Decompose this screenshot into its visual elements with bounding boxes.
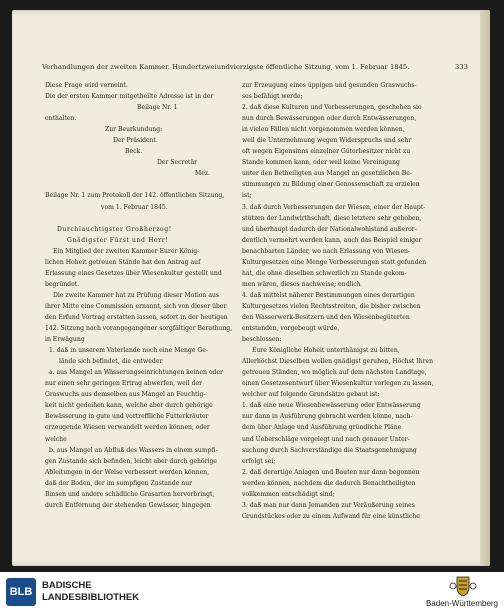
right-column-line: 3. daß man nur dann Jemanden zur Veräußerung seines bbox=[242, 501, 415, 509]
right-column-line: zur Erzeugung eines üppigen und gesunden Graswuchs- bbox=[242, 82, 417, 89]
state-label: Baden-Württemberg bbox=[425, 599, 498, 608]
library-footer bbox=[0, 572, 504, 612]
left-column-line: daß der Boden, der im sumpfigen Zustande nur bbox=[45, 479, 193, 487]
right-column-line: ist; bbox=[242, 192, 252, 200]
blb-logo: BLB bbox=[6, 578, 36, 606]
left-column-line: lichen Hoheit getreuen Stände hat den Antrag auf bbox=[45, 258, 201, 266]
right-column-line: 2. daß diese Kulturen und Verbesserungen, geschehen sie bbox=[242, 104, 422, 112]
left-column-line: Binsen und andere schädliche Grasarten hervorbringt, bbox=[45, 490, 215, 498]
right-column-line: oft wegen Eigensinns einzelner Güterbesitzer nicht zu bbox=[242, 148, 411, 156]
left-column-line: in Erwägung bbox=[45, 336, 85, 344]
right-column-line: werden können, nachdem die dadurch Benachtheiligten bbox=[242, 479, 416, 487]
header-title: Verhandlungen der zweiten Kammer. Hundertzweiundvierzigste öffentliche Sitzung, vom 1. Februar 1845. bbox=[42, 63, 410, 71]
left-column-line: welche bbox=[45, 435, 67, 443]
right-column-line: benachbarten Länder, wo nach Erlassung von Wiesen- bbox=[242, 247, 410, 255]
right-column-line: unter den Betheiligten aus Mangel an gesetzlichen Be- bbox=[242, 170, 412, 178]
left-column-line: b. aus Mangel an Abfluß des Wassers in einem sumpfi- bbox=[49, 446, 218, 454]
left-column-line: Die der ersten Kammer mitgetheilte Adresse ist in der bbox=[45, 93, 214, 101]
left-column-line: 1. daß in unserem Vaterlande noch eine Menge Ge- bbox=[49, 347, 208, 355]
right-column-line: Eure Königliche Hoheit unterthänigst zu bitten, bbox=[252, 347, 400, 355]
left-column-line bbox=[45, 213, 233, 224]
left-column-line: Der Secretär bbox=[157, 159, 198, 167]
right-column-line: men wären, dieses nachweise; endlich bbox=[242, 280, 361, 288]
left-column-line: Durchlauchtigster Großherzog! bbox=[57, 225, 172, 233]
right-column-line: weil die Unternehmung wegen Widerspruchs und sehr bbox=[242, 137, 412, 145]
left-column-line: enthalten. bbox=[45, 115, 77, 123]
right-column-line: stützen der Landwirthschaft, diese letztere sehr gehoben, bbox=[242, 214, 422, 222]
left-column-line: erzeugende Wiesen verwandelt werden können, oder bbox=[45, 424, 210, 432]
left-column-line: vom 1. Februar 1845. bbox=[101, 203, 168, 211]
running-header bbox=[42, 63, 468, 71]
left-column-line: Mez. bbox=[195, 170, 210, 178]
right-column-line: welcher auf folgende Grundsätze gebaut ist: bbox=[242, 391, 380, 399]
right-column-line: erfolgt sei; bbox=[242, 457, 276, 465]
right-column-line: dentlich vermehrt werden kann, auch das Beispiel einiger bbox=[242, 236, 422, 244]
left-column-line: keit nicht gedeihen kann, welche aber durch gehörige bbox=[45, 402, 213, 410]
right-column-line: Stande kommen kann, oder weil keine Vereinigung bbox=[242, 159, 400, 167]
page-number: 333 bbox=[455, 63, 468, 71]
left-column bbox=[45, 80, 233, 511]
left-column-line: den Erfund Vortrag erstatten lassen, sofort in der heutigen bbox=[45, 313, 228, 321]
right-column-line: stimmungen zu Bildung einer Genossenschaft zu erzielen bbox=[242, 181, 420, 189]
left-column-line: Graswuchs aus demselben aus Mangel an Feuchtig- bbox=[45, 391, 206, 399]
left-column-line bbox=[45, 179, 233, 190]
right-column-line: den Wasserwerk-Besitzern und den Wiesenbegüterten bbox=[242, 313, 410, 321]
left-column-line: ihrer Mitte eine Commission ernannt, sich von dieser über bbox=[45, 302, 227, 310]
left-column-line: Erlassung eines Gesetzes über Wiesenkultur gestellt und bbox=[45, 269, 222, 277]
left-column-line: Diese Frage wird verneint. bbox=[45, 82, 128, 89]
left-column-line: durch Entfernung der stehenden Gewässer, hingegen bbox=[45, 501, 211, 509]
right-column-line: Grundstückes oder zu einem Aufwand für eine künstliche bbox=[242, 512, 420, 520]
right-column-line: Allerhöchst Dieselben wollen gnädigst geruhen, Höchst Ihren bbox=[242, 358, 434, 366]
left-column-line: Beilage Nr. 1 zum Protokoll der 142. öffentlichen Sitzung, bbox=[45, 192, 225, 200]
right-column-line: getreuen Ständen, wo möglich auf dem nächsten Landtage, bbox=[242, 369, 427, 377]
library-name-line2: LANDESBIBLIOTHEK bbox=[42, 592, 140, 603]
library-name bbox=[42, 580, 139, 604]
left-column-line: Zur Beurkundung: bbox=[105, 126, 163, 134]
right-column-line: und überhaupt dadurch der Nationalwohlstand außeror- bbox=[242, 225, 417, 233]
right-column-line: vollkommen entschädigt sind; bbox=[242, 490, 335, 498]
right-column-line: und Ueberschläge vorgelegt und nach genauer Unter- bbox=[242, 435, 410, 443]
right-column-line: nun durch Bewässerungen oder durch Entwässerungen, bbox=[242, 115, 417, 123]
right-column-line: 4. daß mittelst näherer Bestimmungen eines derartigen bbox=[242, 291, 415, 299]
left-column-line: Gnädigster Fürst und Herr! bbox=[67, 236, 169, 244]
right-column-line: Kulturgesetzen eine Menge Verbesserungen statt gefunden bbox=[242, 258, 427, 266]
library-name-line1: BADISCHE bbox=[42, 580, 92, 591]
left-column-line: Die zweite Kammer hat zu Prüfung dieser Motion aus bbox=[53, 291, 220, 299]
right-column bbox=[242, 80, 446, 522]
left-column-line: 142. Sitzung nach vorangegangener sorgfältiger Berathung, bbox=[45, 325, 233, 333]
right-column-line: nur dann in Ausführung gebracht werden könne, nach- bbox=[242, 413, 413, 421]
left-column-line: Bewässerung in gute und vortreffliche Futterkräuter bbox=[45, 413, 209, 421]
left-column-line: Ein Mitglied der zweiten Kammer Eurer König- bbox=[53, 247, 200, 255]
right-column-line: ses befähigt werde; bbox=[242, 93, 303, 101]
document-page bbox=[12, 10, 490, 566]
left-column-line: Beilage Nr. 1 bbox=[137, 104, 178, 112]
right-column-line: suchung durch Sachverständige die Staatsgenehmigung bbox=[242, 446, 417, 454]
left-column-line: begründet. bbox=[45, 280, 80, 288]
page-spine-shadow bbox=[480, 10, 490, 566]
right-column-line: in vielen Fällen nicht vorgenommen werden können, bbox=[242, 126, 405, 134]
right-column-line: 2. daß derartige Anlagen und Bauten nur dann begonnen bbox=[242, 468, 420, 476]
right-column-line: 1. daß eine neue Wiesenbewässerung oder Entwässerung bbox=[242, 402, 421, 410]
left-column-line: gen Zustande sich befinden, leicht aber durch gehörige bbox=[45, 457, 217, 465]
right-column-line: beschlossen: bbox=[242, 336, 282, 344]
right-column-line: dem über Anlage und Ausführung gründliche Pläne bbox=[242, 424, 402, 432]
left-column-line: Ableitungen in der Weise verbessert werden können, bbox=[45, 468, 210, 476]
left-column-line: Beck. bbox=[125, 148, 143, 156]
left-column-line: a. aus Mangel an Wässerungseinrichtungen keinen oder bbox=[49, 369, 223, 377]
right-column-line: Kulturgesetzes vielen Rechtsstreiten, die bisher zwischen bbox=[242, 302, 421, 310]
right-column-line: entstanden, vorgebeugt würde, bbox=[242, 325, 340, 333]
right-column-line: hat, die ohne dieselben schwerlich zu Stande gekom- bbox=[242, 269, 407, 277]
left-column-line: nur einen sehr geringen Ertrag abwerfen, weil der bbox=[45, 380, 203, 388]
right-column-line: einen Gesetzesentwurf über Wiesenkultur vorlegen zu lassen, bbox=[242, 380, 434, 388]
baden-wuerttemberg-seal-icon bbox=[448, 574, 478, 598]
left-column-line: Der Präsident. bbox=[113, 137, 158, 145]
right-column-line: 3. daß durch Verbesserungen der Wiesen, einer der Haupt- bbox=[242, 203, 426, 211]
left-column-line: lände sich befindet, die entweder bbox=[59, 358, 163, 366]
